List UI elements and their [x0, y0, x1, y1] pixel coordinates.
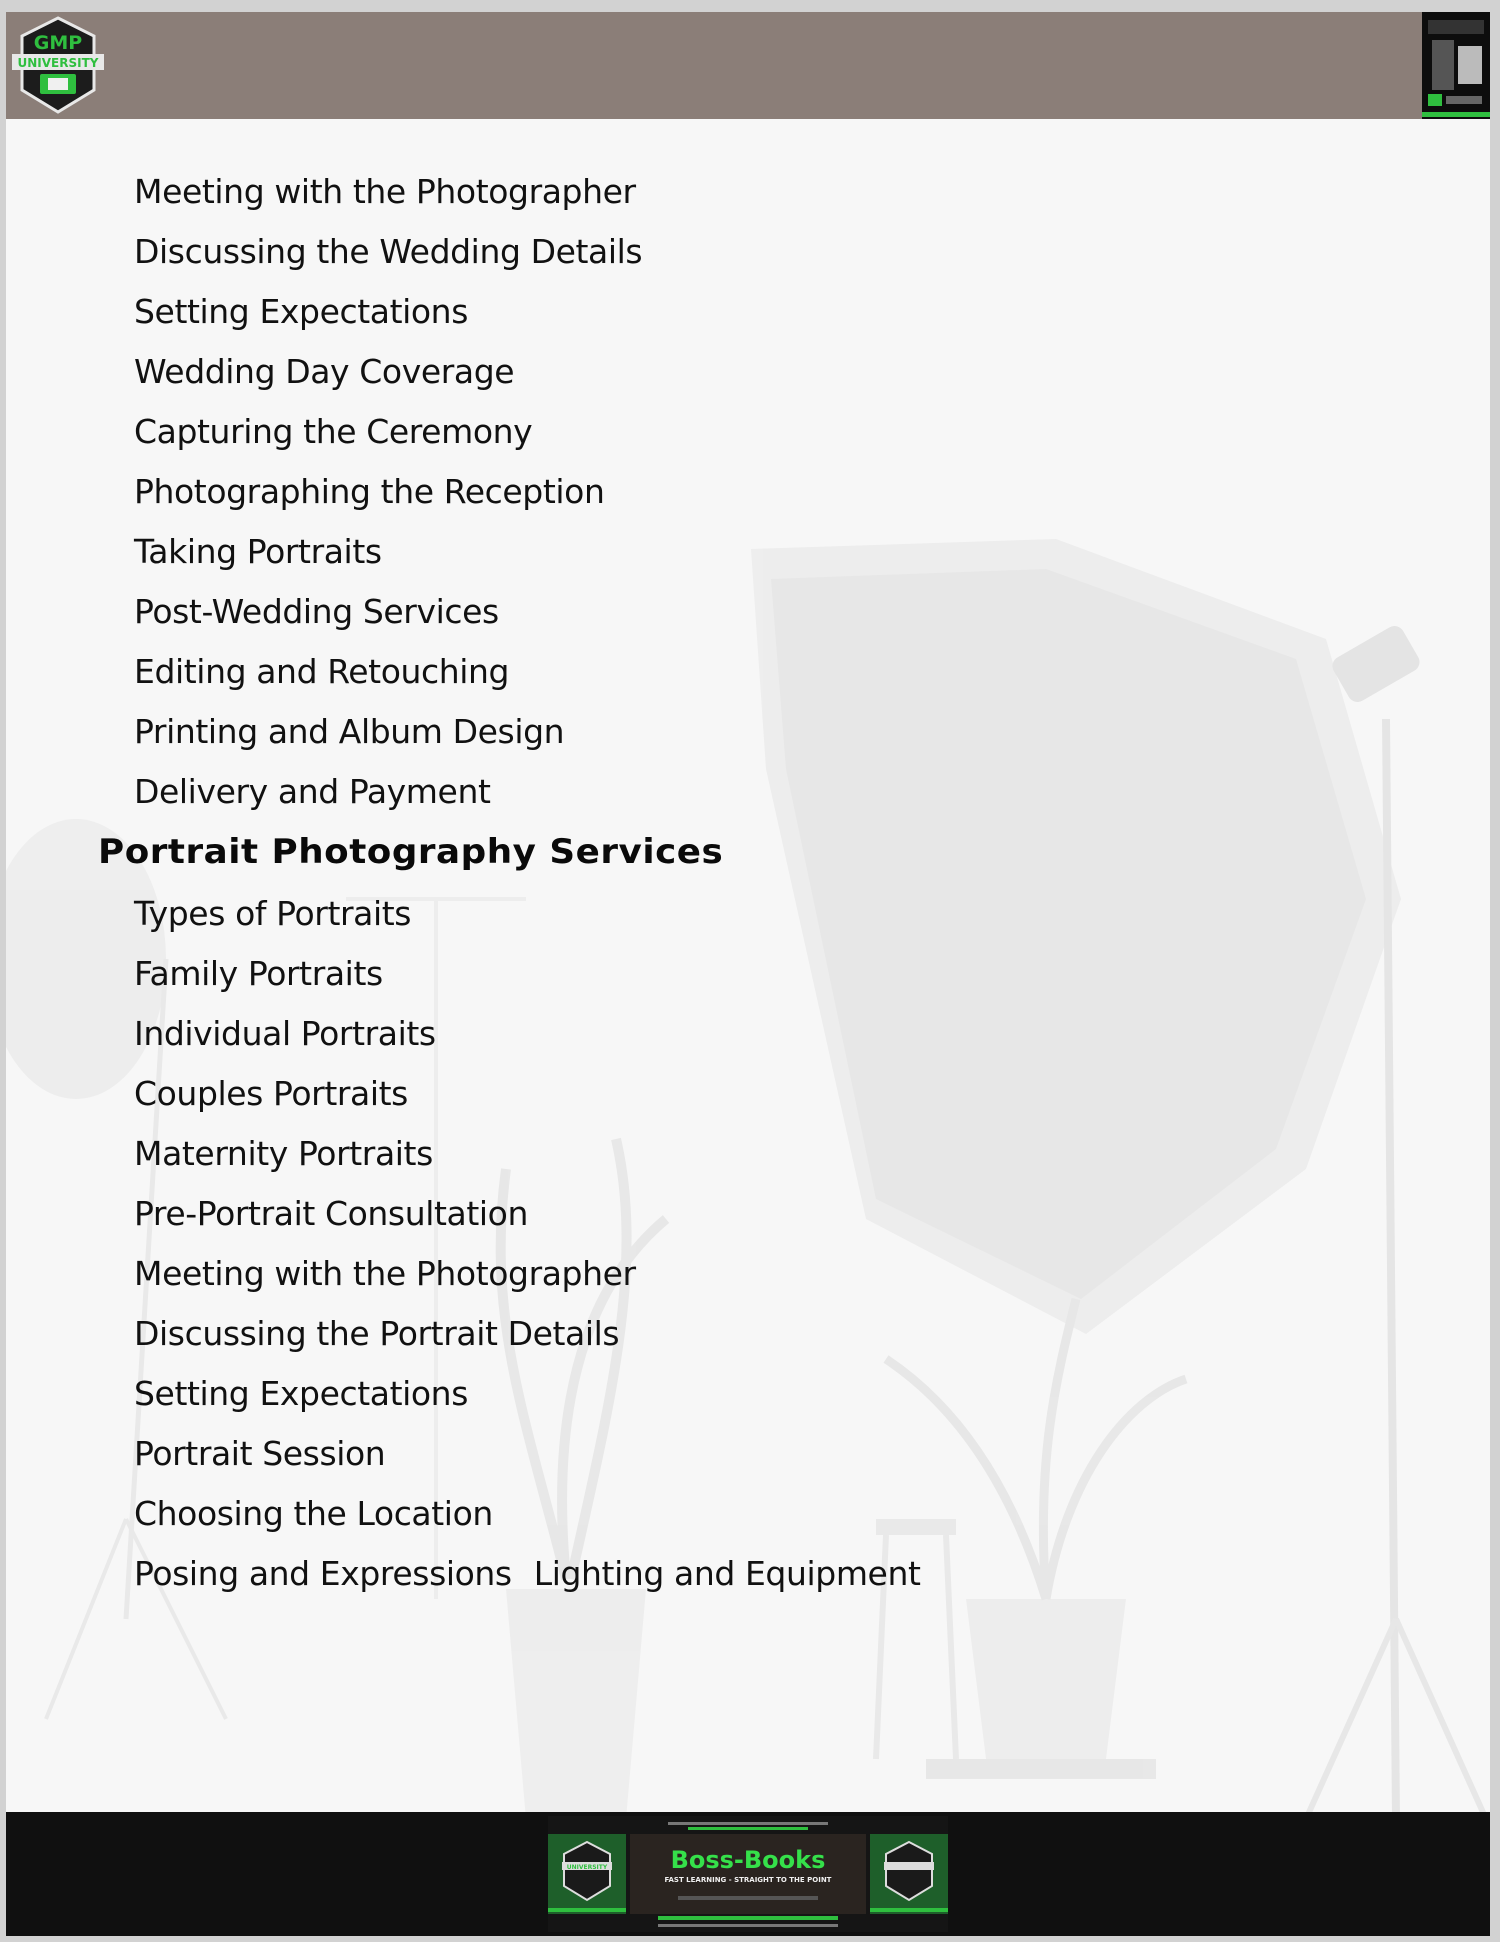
toc-line: Meeting with the Photographer	[134, 1254, 636, 1293]
toc-line: Choosing the Location	[134, 1494, 493, 1533]
book-cover-thumbnail	[1422, 12, 1490, 119]
logo-text-gmp: GMP	[33, 32, 83, 54]
boss-books-banner	[548, 1816, 948, 1932]
toc-line: Pre-Portrait Consultation	[134, 1194, 528, 1233]
toc-line	[134, 1554, 921, 1593]
toc-line: Types of Portraits	[134, 894, 412, 933]
toc-line: Printing and Album Design	[134, 712, 565, 751]
toc-line: Maternity Portraits	[134, 1134, 433, 1173]
footer-brand: Boss-Books	[670, 1846, 826, 1874]
toc-line: Post-Wedding Services	[134, 592, 499, 631]
page-footer	[6, 1812, 1490, 1936]
document-page	[6, 12, 1490, 1936]
toc-line: Meeting with the Photographer	[134, 172, 636, 211]
toc-line: Portrait Session	[134, 1434, 386, 1473]
toc-line: Couples Portraits	[134, 1074, 408, 1113]
toc-line-part: Lighting and Equipment	[533, 1554, 921, 1593]
toc-line: Taking Portraits	[134, 532, 382, 571]
page-header	[6, 12, 1490, 119]
footer-logo-text: UNIVERSITY	[566, 1864, 608, 1871]
section-heading: Portrait Photography Services	[98, 832, 724, 872]
toc-line: Delivery and Payment	[134, 772, 491, 811]
toc-line-part: Posing and Expressions	[134, 1554, 512, 1593]
toc-line: Setting Expectations	[134, 292, 468, 331]
toc-line: Wedding Day Coverage	[134, 352, 515, 391]
toc-line: Family Portraits	[134, 954, 383, 993]
toc-line: Individual Portraits	[134, 1014, 436, 1053]
gmp-university-logo	[10, 14, 106, 116]
toc-line: Discussing the Wedding Details	[134, 232, 643, 271]
logo-text-university: UNIVERSITY	[17, 56, 99, 70]
footer-tagline: FAST LEARNING - STRAIGHT TO THE POINT	[664, 1876, 832, 1884]
toc-line: Photographing the Reception	[134, 472, 605, 511]
toc-line: Setting Expectations	[134, 1374, 468, 1413]
toc-line: Capturing the Ceremony	[134, 412, 533, 451]
toc-line: Editing and Retouching	[134, 652, 510, 691]
toc-line: Discussing the Portrait Details	[134, 1314, 620, 1353]
